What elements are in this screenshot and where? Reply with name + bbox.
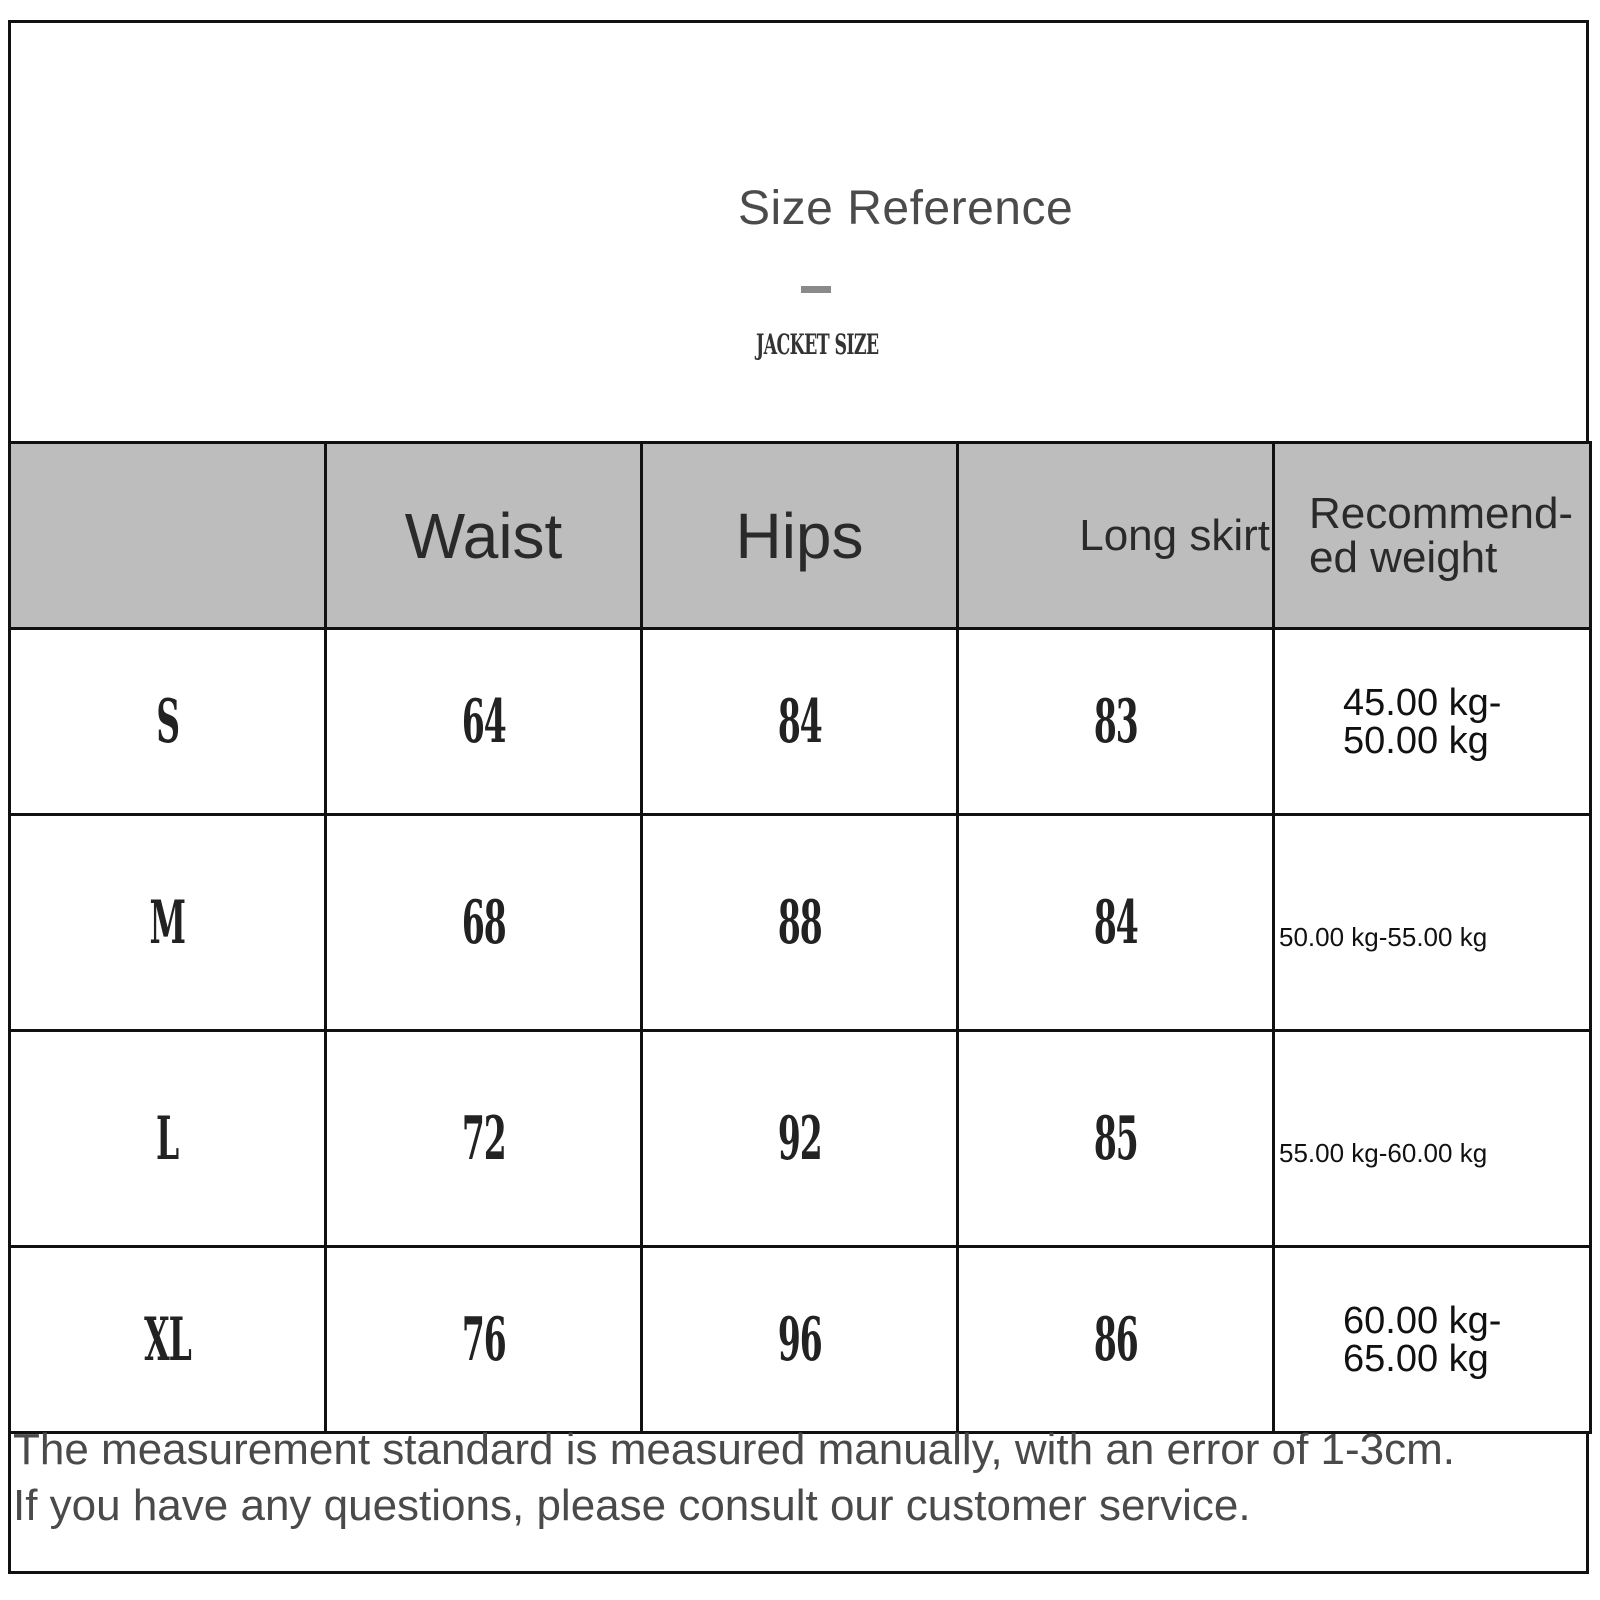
long-skirt-value: 86 — [1093, 1304, 1138, 1375]
hips-value: 96 — [777, 1304, 822, 1375]
long-skirt-cell — [958, 1031, 1274, 1247]
hips-cell — [642, 815, 958, 1031]
header-hips: Hips — [642, 443, 958, 629]
waist-cell — [326, 629, 642, 815]
footer-note-measurement: The measurement standard is measured manually, with an error of 1-3cm. — [13, 1425, 1456, 1474]
waist-cell — [326, 815, 642, 1031]
waist-value: 76 — [461, 1304, 506, 1375]
size-label: S — [156, 686, 179, 757]
table-row — [10, 629, 1591, 815]
long-skirt-value: 83 — [1093, 686, 1138, 757]
size-cell — [10, 815, 326, 1031]
header-waist: Waist — [326, 443, 642, 629]
hips-cell — [642, 1031, 958, 1247]
size-label: L — [156, 1103, 179, 1174]
long-skirt-value: 84 — [1093, 887, 1138, 958]
weight-cell: 50.00 kg-55.00 kg — [1274, 815, 1591, 1031]
hips-value: 84 — [777, 686, 822, 757]
waist-value: 72 — [461, 1103, 506, 1174]
weight-cell: 60.00 kg-65.00 kg — [1274, 1247, 1591, 1433]
chart-footer — [8, 1393, 1589, 1574]
weight-cell: 55.00 kg-60.00 kg — [1274, 1031, 1591, 1247]
long-skirt-cell — [958, 815, 1274, 1031]
header-recommended-weight-text: Recommend- ed weight — [1309, 488, 1574, 582]
weight-cell: 45.00 kg-50.00 kg — [1274, 629, 1591, 815]
hips-value: 92 — [777, 1103, 822, 1174]
waist-cell — [326, 1031, 642, 1247]
long-skirt-value: 85 — [1093, 1103, 1138, 1174]
table-row — [10, 815, 1591, 1031]
header-recommended-weight — [1274, 443, 1591, 629]
size-cell — [10, 629, 326, 815]
size-label: M — [149, 887, 186, 958]
footer-note-contact: If you have any questions, please consult our customer service. — [13, 1481, 1251, 1530]
chart-title: Size Reference — [738, 182, 1074, 235]
header-long-skirt: Long skirt — [958, 443, 1274, 629]
hips-value: 88 — [777, 887, 822, 958]
waist-value: 68 — [461, 887, 506, 958]
waist-value: 64 — [461, 686, 506, 757]
size-label: XL — [144, 1304, 191, 1375]
size-table — [8, 441, 1592, 1434]
size-cell — [10, 1031, 326, 1247]
long-skirt-cell — [958, 629, 1274, 815]
header-size-cell — [10, 443, 326, 629]
chart-header — [8, 23, 1589, 443]
table-header-row — [10, 443, 1591, 629]
hips-cell — [642, 629, 958, 815]
title-divider — [801, 286, 831, 293]
table-row — [10, 1031, 1591, 1247]
chart-subtitle: JACKET SIZE — [756, 328, 879, 361]
